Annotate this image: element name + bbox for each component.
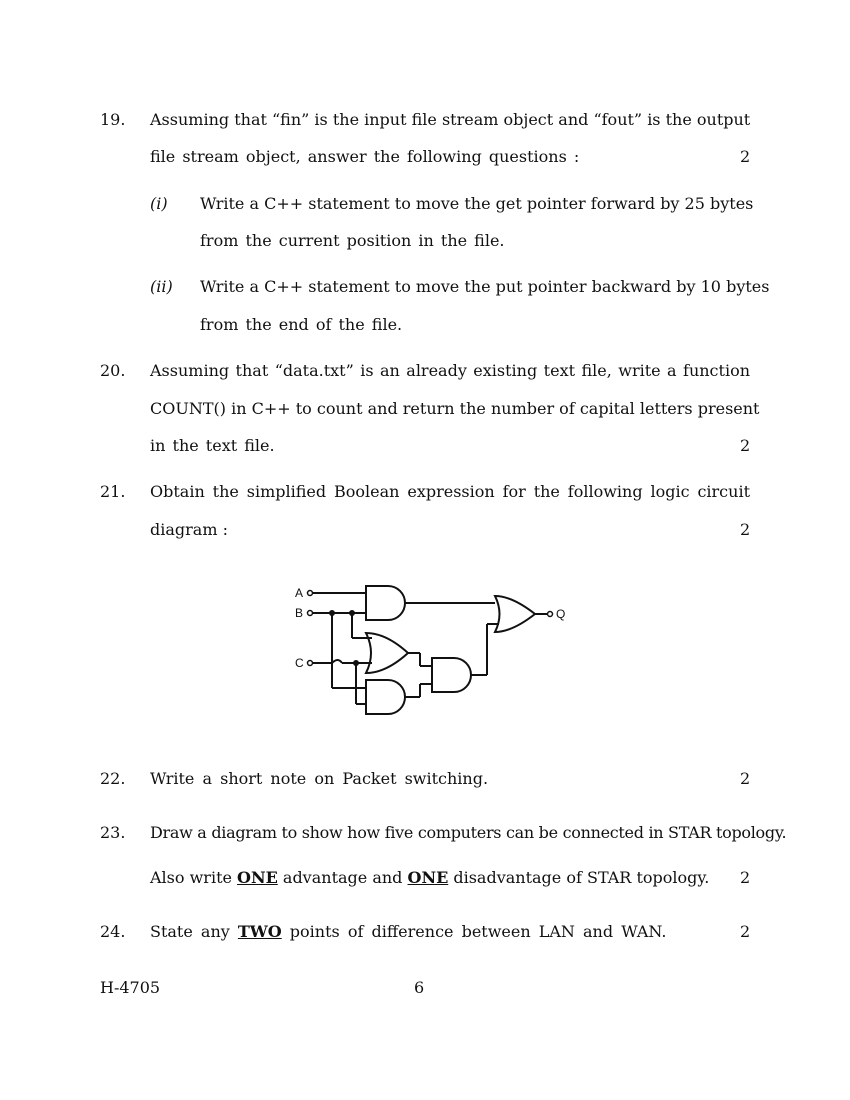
question-text-line: in the text file. bbox=[150, 436, 275, 455]
terminal-a bbox=[308, 591, 313, 596]
marks: 2 bbox=[740, 769, 751, 788]
and-gate-2 bbox=[432, 658, 471, 692]
question-text-line: Obtain the simplified Boolean expression for the following logic circuit bbox=[150, 482, 750, 501]
subpart-text-line: from the current position in the file. bbox=[200, 231, 505, 250]
junction-dot bbox=[349, 610, 355, 616]
question-number: 23. bbox=[100, 823, 126, 842]
emphasis-one: ONE bbox=[237, 868, 278, 887]
or-gate-output bbox=[495, 596, 535, 632]
question-text-line: Also write ONE advantage and ONE disadvantage of STAR topology. bbox=[150, 868, 710, 887]
emphasis-one: ONE bbox=[407, 868, 449, 887]
page-number: 6 bbox=[414, 978, 425, 997]
marks: 2 bbox=[740, 922, 751, 941]
question-number: 19. bbox=[100, 110, 126, 129]
question-text-line: Assuming that “data.txt” is an already existing text file, write a function bbox=[150, 361, 750, 380]
subpart-label: (i) bbox=[150, 194, 168, 213]
question-text-line: diagram : bbox=[150, 520, 228, 539]
question-text-line: Draw a diagram to show how five computers can be connected in STAR topology. bbox=[150, 823, 787, 842]
wire-c-hop bbox=[332, 660, 342, 663]
subpart-text-line: Write a C++ statement to move the get pointer forward by 25 bytes bbox=[200, 194, 754, 213]
question-text-line: COUNT() in C++ to count and return the number of capital letters present bbox=[150, 399, 760, 418]
question-number: 24. bbox=[100, 922, 126, 941]
logic-circuit-diagram bbox=[290, 578, 580, 728]
question-number: 21. bbox=[100, 482, 126, 501]
marks: 2 bbox=[740, 436, 751, 455]
subpart-text-line: from the end of the file. bbox=[200, 315, 403, 334]
question-text-line: State any TWO points of difference between LAN and WAN. bbox=[150, 922, 667, 941]
question-text-line: Write a short note on Packet switching. bbox=[150, 769, 489, 788]
terminal-b bbox=[308, 611, 313, 616]
terminal-c bbox=[308, 661, 313, 666]
marks: 2 bbox=[740, 147, 751, 166]
and-gate-3 bbox=[366, 680, 405, 714]
subpart-text-line: Write a C++ statement to move the put pointer backward by 10 bytes bbox=[200, 277, 770, 296]
question-text-line: file stream object, answer the following questions : bbox=[150, 147, 580, 166]
subpart-label: (ii) bbox=[150, 277, 173, 296]
marks: 2 bbox=[740, 868, 751, 887]
question-text-line: Assuming that “fin” is the input file stream object and “fout” is the output bbox=[150, 110, 751, 129]
and-gate-1 bbox=[366, 586, 405, 620]
label-b: B bbox=[295, 606, 304, 620]
question-number: 22. bbox=[100, 769, 126, 788]
marks: 2 bbox=[740, 520, 751, 539]
junction-dot bbox=[353, 660, 359, 666]
terminal-q bbox=[548, 612, 553, 617]
emphasis-two: TWO bbox=[237, 922, 282, 941]
label-q: Q bbox=[556, 607, 566, 621]
label-a: A bbox=[295, 586, 304, 600]
junction-dot bbox=[329, 610, 335, 616]
or-gate-middle bbox=[366, 633, 408, 673]
label-c: C bbox=[295, 656, 304, 670]
paper-code: H-4705 bbox=[100, 978, 161, 997]
question-number: 20. bbox=[100, 361, 126, 380]
